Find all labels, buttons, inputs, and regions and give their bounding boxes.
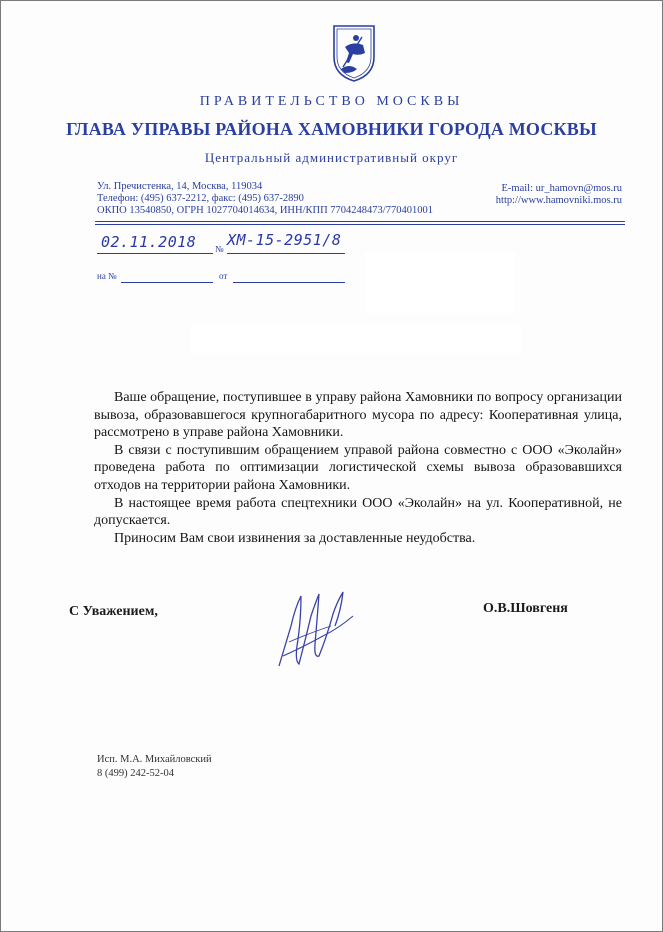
ref-no-line [121, 282, 213, 283]
letter-body [94, 389, 622, 547]
handwritten-signature [271, 586, 371, 671]
redacted-recipient [365, 251, 515, 313]
number-underline [227, 253, 345, 254]
executor-name: Исп. М.А. Михайловский [97, 754, 212, 765]
closing-salutation: С Уважением, [69, 604, 158, 619]
registration-number: ХМ-15-2951/8 [227, 231, 342, 249]
website-line: http://www.hamovniki.mos.ru [495, 195, 622, 206]
body-paragraph: В связи с поступившим обращением управой района совместно с ООО «Эколайн» проведена работа по оптимизации логистической схемы вывоза образовавшихся отходов на территории района Хамовники. [94, 442, 622, 493]
contacts-left [97, 181, 433, 217]
head-title: ГЛАВА УПРАВЫ РАЙОНА ХАМОВНИКИ ГОРОДА МОСКВЫ [66, 119, 597, 139]
body-paragraph: В настоящее время работа спецтехники ООО «Эколайн» на ул. Кооперативной, не допускается. [94, 495, 622, 529]
okrug-name: Центральный административный округ [204, 150, 459, 165]
signer-name: О.В.Шовгеня [483, 601, 568, 616]
body-paragraph: Ваше обращение, поступившее в управу района Хамовники по вопросу организации вывоза, образовавшегося крупногабаритного мусора по адресу: Кооперативная улица, рассмотрено в управе района Хамовники. [94, 390, 622, 441]
ref-no-label: на № [97, 271, 117, 281]
email-line: E-mail: ur_hamovn@mos.ru [501, 183, 622, 194]
codes-line: ОКПО 13540850, ОГРН 1027704014634, ИНН/КПП 7704248473/770401001 [97, 205, 433, 216]
number-label: № [215, 244, 224, 254]
date-underline [97, 253, 213, 254]
header-rule-thin [95, 224, 625, 225]
contacts-right [496, 183, 622, 207]
body-paragraph: Приносим Вам свои извинения за доставленные неудобства. [114, 530, 476, 546]
executor-phone: 8 (499) 242-52-04 [97, 768, 174, 779]
government-name: ПРАВИТЕЛЬСТВО МОСКВЫ [199, 94, 464, 109]
moscow-coat-of-arms-icon [331, 23, 377, 83]
registration-date: 02.11.2018 [101, 233, 197, 251]
ref-from-line [233, 282, 345, 283]
phone-line: Телефон: (495) 637-2212, факс: (495) 637-2890 [97, 193, 304, 204]
header-rule [95, 221, 625, 222]
ref-from-label: от [219, 271, 228, 281]
address-line: Ул. Пречистенка, 14, Москва, 119034 [97, 181, 263, 192]
redacted-salutation [191, 323, 521, 353]
executor-info [97, 753, 212, 781]
